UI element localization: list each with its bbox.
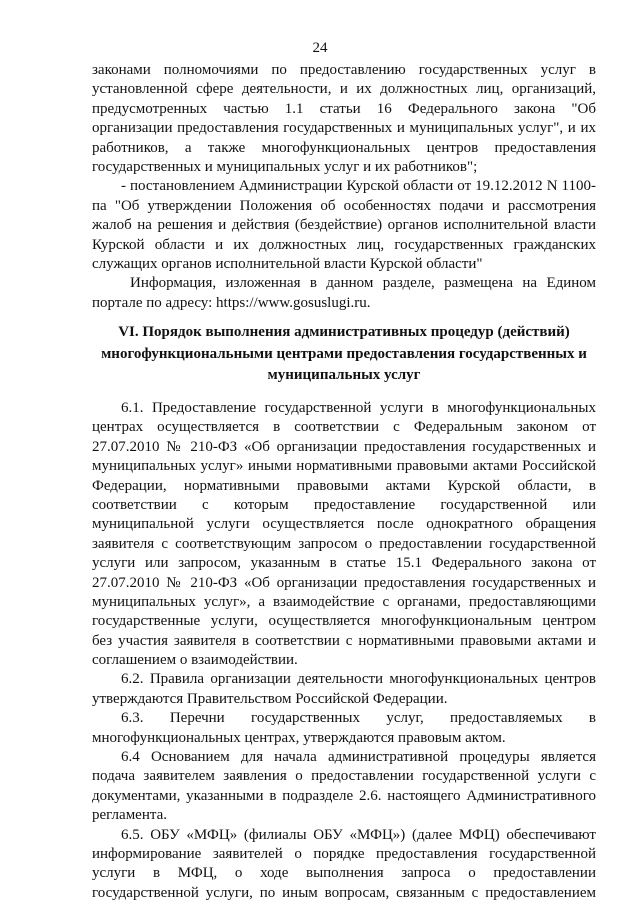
paragraph-block-2 [92, 399, 596, 903]
text-line: организации предоставления государственных и муниципальных услуг", и их [92, 120, 596, 137]
text-line: - постановлением Администрации Курской области от 19.12.2012 N 1100- [121, 178, 596, 195]
text-line: работников, а также многофункциональных центров предоставления [92, 139, 596, 156]
text-line: Курской области и их должностных лиц, государственных гражданских [92, 236, 596, 253]
text-line: жалоб на решения и действия (бездействие) органов исполнительной власти [92, 217, 596, 234]
text-line: многофункциональных центрах, утверждаются правовым актом. [92, 729, 506, 746]
text-line: 6.5. ОБУ «МФЦ» (филиалы ОБУ «МФЦ») (далее МФЦ) обеспечивают [121, 826, 596, 843]
text-line: государственной услуги, по иным вопросам, связанным с предоставлением [92, 884, 596, 901]
text-line: муниципальной услуги осуществляется после однократного обращения [92, 516, 596, 533]
text-line: 27.07.2010 № 210-ФЗ «Об организации предоставления государственных и [92, 438, 596, 455]
paragraph-block-1 [92, 61, 596, 313]
text-line: документами, указанными в подразделе 2.6. настоящего Административного [92, 787, 596, 804]
text-line: па "Об утверждении Положения об особенностях подачи и рассмотрения [92, 197, 596, 214]
heading-line: многофункциональными центрами предоставления государственных и [101, 345, 587, 362]
text-line: без участия заявителя в соответствии с нормативными правовыми актами и [92, 632, 596, 649]
text-line: услуги в МФЦ, о ходе выполнения запроса о предоставлении [92, 865, 596, 882]
text-line: утверждаются Правительством Российской Федерации. [92, 690, 448, 707]
text-line: установленной сфере деятельности, и их должностных лиц, организаций, [92, 81, 596, 98]
text-line: государственные услуги, осуществляется многофункциональным центром [92, 613, 596, 630]
text-line: государственных и муниципальных услуг и их работников"; [92, 158, 478, 175]
heading-line: муниципальных услуг [267, 367, 421, 383]
text-line: информирование заявителей о порядке предоставления государственной [92, 845, 596, 862]
text-line: Информация, изложенная в данном разделе, размещена на Едином [130, 275, 596, 292]
text-line: 6.2. Правила организации деятельности многофункциональных центров [121, 671, 596, 688]
text-line: соглашением о взаимодействии. [92, 652, 298, 669]
text-line: 6.1. Предоставление государственной услуги в многофункциональных [121, 400, 596, 416]
page-number: 24 [312, 40, 328, 56]
text-line: предусмотренных частью 1.1 статьи 16 Федерального закона "Об [92, 100, 596, 117]
text-line: муниципальных услуг», а взаимодействие с органами, предоставляющими [92, 593, 596, 610]
text-line: заявителя с соответствующим запросом о предоставлении государственной [92, 535, 596, 552]
heading-line: VI. Порядок выполнения административных процедур (действий) [118, 324, 570, 340]
text-line: подача заявителем заявления о предоставлении государственной услуги с [92, 768, 596, 785]
text-line: муниципальных услуг» иными нормативными правовыми актами Российской [92, 458, 596, 475]
text-line: служащих органов исполнительной власти Курской области" [92, 255, 483, 272]
text-line: услуги или запросом, указанным в статье 15.1 Федерального закона от [92, 555, 596, 572]
text-line: 27.07.2010 № 210-ФЗ «Об организации предоставления государственных и [92, 574, 596, 591]
text-line: Федерации, нормативными правовыми актами Курской области, в [92, 477, 596, 494]
text-line: 6.4 Основанием для начала административной процедуры является [121, 749, 596, 766]
text-line: центрах осуществляется в соответствии с Федеральным законом от [92, 419, 596, 436]
text-line: регламента. [92, 807, 168, 824]
text-line: 6.3. Перечни государственных услуг, предоставляемых в [121, 710, 596, 727]
text-line: законами полномочиями по предоставлению государственных услуг в [92, 62, 596, 78]
text-line: соответствии с которым предоставление государственной или [92, 496, 596, 513]
section-heading [92, 322, 596, 387]
text-line: портале по адресу: https://www.gosuslugi.ru. [92, 294, 371, 311]
